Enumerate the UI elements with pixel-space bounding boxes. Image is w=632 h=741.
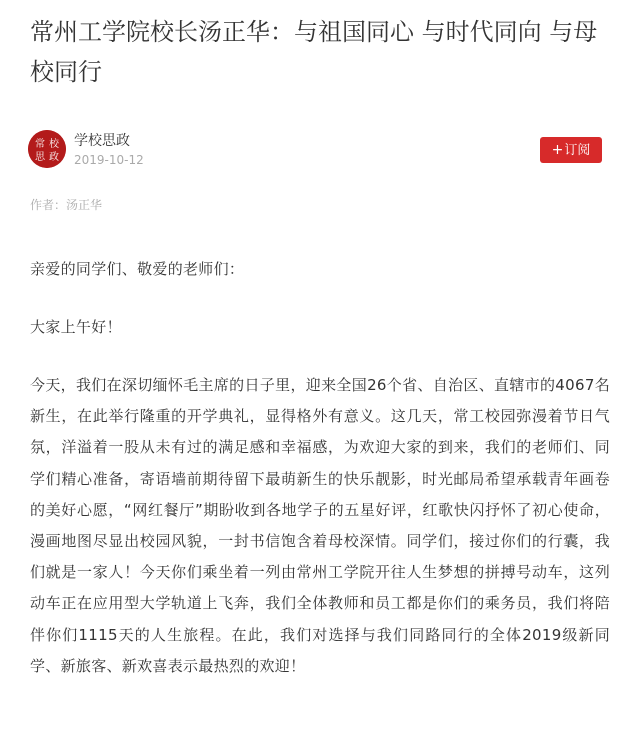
author-bar — [28, 130, 604, 170]
svg-text:校: 校 — [49, 139, 59, 150]
article-title: 常州工学院校长汤正华：与祖国同心 与时代同向 与母校同行 — [30, 18, 598, 86]
salutation-text: 大家上午好！ — [30, 318, 122, 336]
body-paragraph: 今天，我们在深切缅怀毛主席的日子里，迎来全国26个省、自治区、直辖市的4067名新生，在此举行隆重的开学典礼，显得格外有意义。这几天，常工校园弥漫着节日气氛，洋溢着一股从未有过的满足感和幸福感，为欢迎大家的到来，我们的老师们、同学们精心准备，寄语墙前期待留下最萌新生的快乐靓影，时光邮局希望承载青年画卷的美好心愿，“网红餐厅”期盼收到各地学子的五星好评，红歌快闪抒怀了初心使命，漫画地图尽显出校园风貌，一封书信饱含着母校深情。同学们，接过你们的行囊，我们就是一家人！今天你们乘坐着一列由常州工学院开往人生梦想的拼搏号动车，这列动车正在应用型大学轨道上飞奔，我们全体教师和员工都是你们的乘务员，我们将陪伴你们1115天的人生旅程。在此，我们对选择与我们同路同行的全体2019级新同学、新旅客、新欢喜表示最热烈的欢迎！ — [30, 376, 610, 675]
article-body — [30, 254, 610, 682]
publish-date: 2019-10-12 — [74, 153, 144, 167]
account-avatar[interactable] — [28, 130, 66, 168]
author-byline: 作者：汤正华 — [30, 198, 103, 212]
greeting-text: 亲爱的同学们、敬爱的老师们： — [30, 260, 245, 278]
plus-icon: + — [551, 142, 564, 158]
subscribe-button[interactable] — [540, 137, 602, 163]
account-name[interactable]: 学校思政 — [74, 133, 130, 149]
svg-text:常: 常 — [35, 139, 45, 150]
svg-text:政: 政 — [49, 152, 59, 163]
svg-text:思: 思 — [35, 152, 45, 163]
school-seal-logo — [28, 130, 66, 168]
subscribe-label: 订阅 — [564, 143, 591, 158]
